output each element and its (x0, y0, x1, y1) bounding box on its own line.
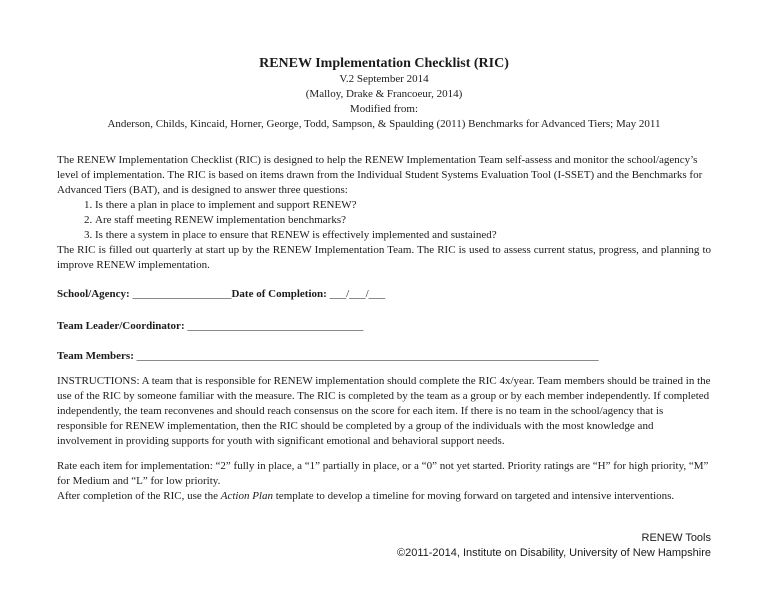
school-agency-label: School/Agency: (57, 288, 133, 300)
action-plan-text-before: After completion of the RIC, use the (57, 490, 221, 502)
team-members-blank: ____________________________________________________________________________________ (136, 350, 599, 362)
version-line: V.2 September 2014 (339, 73, 429, 85)
footer-copyright-line: ©2011-2014, Institute on Disability, University of New Hampshire (397, 547, 711, 559)
usage-paragraph: The RIC is filled out quarterly at start up by the RENEW Implementation Team. The RIC is used to assess current status, progress, and planning to improve RENEW implementation. (57, 244, 711, 271)
intro-paragraph: The RENEW Implementation Checklist (RIC) is designed to help the RENEW Implementation Team self-assess and monitor the school/agency’s level of implementation. The RIC is based on items drawn from the Individual Student Systems Evaluation Tool (I-SSET) and the Benchmarks for Advanced Tiers (BAT), and is designed to answer three questions: (57, 154, 703, 196)
modified-from-line: Modified from: (349, 103, 419, 115)
authors-line: (Malloy, Drake & Francoeur, 2014) (305, 88, 463, 100)
school-agency-blank: __________________ (132, 288, 232, 300)
question-item-1: 1. Is there a plan in place to implement and support RENEW? (95, 198, 711, 213)
footer-product-line: RENEW Tools (641, 532, 711, 544)
date-of-completion-label: Date of Completion: (231, 288, 330, 300)
document-title: RENEW Implementation Checklist (RIC) (259, 56, 509, 71)
team-leader-line (57, 319, 711, 334)
school-agency-line (57, 287, 711, 302)
rating-scale-paragraph: Rate each item for implementation: “2” fully in place, a “1” partially in place, or a “0” not yet started. Priority ratings are “H” for high priority, “M” for Medium and “L” for low priority. (57, 460, 709, 487)
date-of-completion-blank: ___/___/___ (329, 288, 386, 300)
team-members-line (57, 349, 711, 364)
action-plan-term: Action Plan (220, 490, 273, 502)
source-citation-line: Anderson, Childs, Kincaid, Horner, George, Todd, Sampson, & Spaulding (2011) Benchmarks for Advanced Tiers; May 2011 (107, 118, 661, 130)
question-item-3: 3. Is there a system in place to ensure that RENEW is effectively implemented and sustained? (95, 228, 711, 243)
page-footer (397, 531, 711, 561)
action-plan-paragraph (57, 489, 711, 504)
team-members-label: Team Members: (57, 350, 137, 362)
instructions-paragraph: INSTRUCTIONS: A team that is responsible for RENEW implementation should complete the RIC 4x/year. Team members should be trained in the use of the RIC by someone familiar with the measure. The RIC is completed by the team as a group or by each member independently. If completed independently, the team reconvenes and should reach consensus on the score for each item. If there is no team in the school/agency that is responsible for RENEW implementation, then the RIC should be completed by a group of the individuals with the most knowledge and involvement in providing supports for youth with significant emotional and behavioral support needs. (57, 375, 711, 447)
action-plan-text-after: template to develop a timeline for moving forward on targeted and intensive interventions. (273, 490, 675, 502)
question-item-2: 2. Are staff meeting RENEW implementation benchmarks? (95, 213, 711, 228)
document-subtitle-block (57, 72, 711, 132)
guiding-questions-list (57, 198, 711, 243)
team-leader-blank: ________________________________ (187, 320, 364, 332)
team-leader-label: Team Leader/Coordinator: (57, 320, 188, 332)
